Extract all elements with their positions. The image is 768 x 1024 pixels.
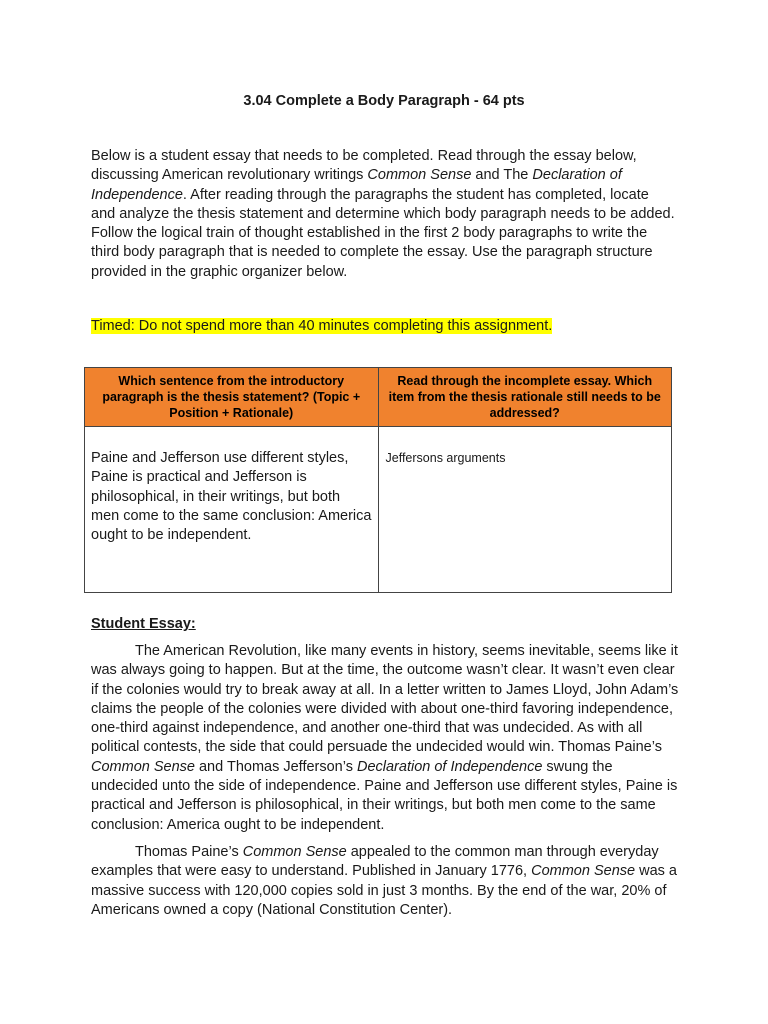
essay-text: was a massive success with 120,000 copies sold in just 3 months. By the end of the war, 20% of Americans owned a copy (National Constitution Center).: [91, 863, 677, 918]
student-essay: [91, 642, 681, 928]
essay-text: Thomas Paine’s: [135, 843, 243, 860]
timed-notice-text: Timed: Do not spend more than 40 minutes completing this assignment.: [91, 318, 553, 334]
essay-italic-common-sense: Common Sense: [242, 843, 347, 860]
organizer-header-row: [85, 368, 672, 427]
instructions-text: . After reading through the paragraphs the student has completed, locate and analyze the thesis statement and determine which body paragraph needs to be added. Follow the logical train of thought established in the first 2 body paragraphs to write the third body paragraph that is needed to complete the essay. Use the paragraph structure provided in the graphic organizer below.: [91, 186, 675, 280]
essay-heading: Student Essay:: [91, 616, 196, 632]
rationale-answer: Jeffersons arguments: [385, 451, 506, 465]
organizer-cell-rationale: [378, 427, 672, 593]
thesis-answer: Paine and Jefferson use different styles, Paine is practical and Jefferson is philosophical, in their writings, but both men come to the same conclusion: America ought to be independent.: [91, 450, 372, 544]
essay-text: swung the undecided unto the side of independence. Paine and Jefferson use different styles, Paine is practical and Jefferson is philosophical, in their writings, but both men come to the same conclusion: America ought to be independent.: [91, 758, 678, 833]
essay-text: appealed to the common man through everyday examples that were easy to understand. Published in January 1776,: [91, 843, 659, 880]
page-title: 3.04 Complete a Body Paragraph - 64 pts: [243, 93, 525, 109]
essay-text: The American Revolution, like many events in history, seems inevitable, seems like it was always going to happen. But at the time, the outcome wasn’t clear. It wasn’t even clear if the colonies would try to break away at all. In a letter written to James Lloyd, John Adam’s claims the people of the colonies were divided with about one-third favoring independence, one-third against independence, and another one-third that was undecided. As with all political contests, the side that could persuade the undecided would win. Thomas Paine’s: [91, 643, 679, 756]
graphic-organizer-table: [84, 367, 672, 593]
instructions-paragraph: [91, 147, 677, 282]
essay-text: and Thomas Jefferson’s: [194, 758, 357, 775]
essay-paragraph-intro: [91, 642, 681, 835]
organizer-header-thesis: Which sentence from the introductory paragraph is the thesis statement? (Topic + Position + Rationale): [85, 368, 379, 427]
organizer-answer-row: [85, 427, 672, 593]
instructions-italic-common-sense: Common Sense: [367, 167, 472, 184]
essay-italic-common-sense: Common Sense: [531, 863, 636, 880]
timed-notice: [91, 317, 552, 335]
essay-paragraph-body-1: [91, 843, 681, 920]
instructions-text: and The: [471, 167, 533, 184]
organizer-cell-thesis: [85, 427, 379, 593]
instructions-italic-declaration: Declaration of Independence: [91, 167, 622, 203]
organizer-header-rationale: Read through the incomplete essay. Which item from the thesis rationale still needs to be addressed?: [378, 368, 672, 427]
essay-italic-declaration: Declaration of Independence: [356, 758, 543, 775]
essay-italic-common-sense: Common Sense: [91, 758, 195, 775]
instructions-text: Below is a student essay that needs to be completed. Read through the essay below, discussing American revolutionary writings: [91, 148, 637, 184]
